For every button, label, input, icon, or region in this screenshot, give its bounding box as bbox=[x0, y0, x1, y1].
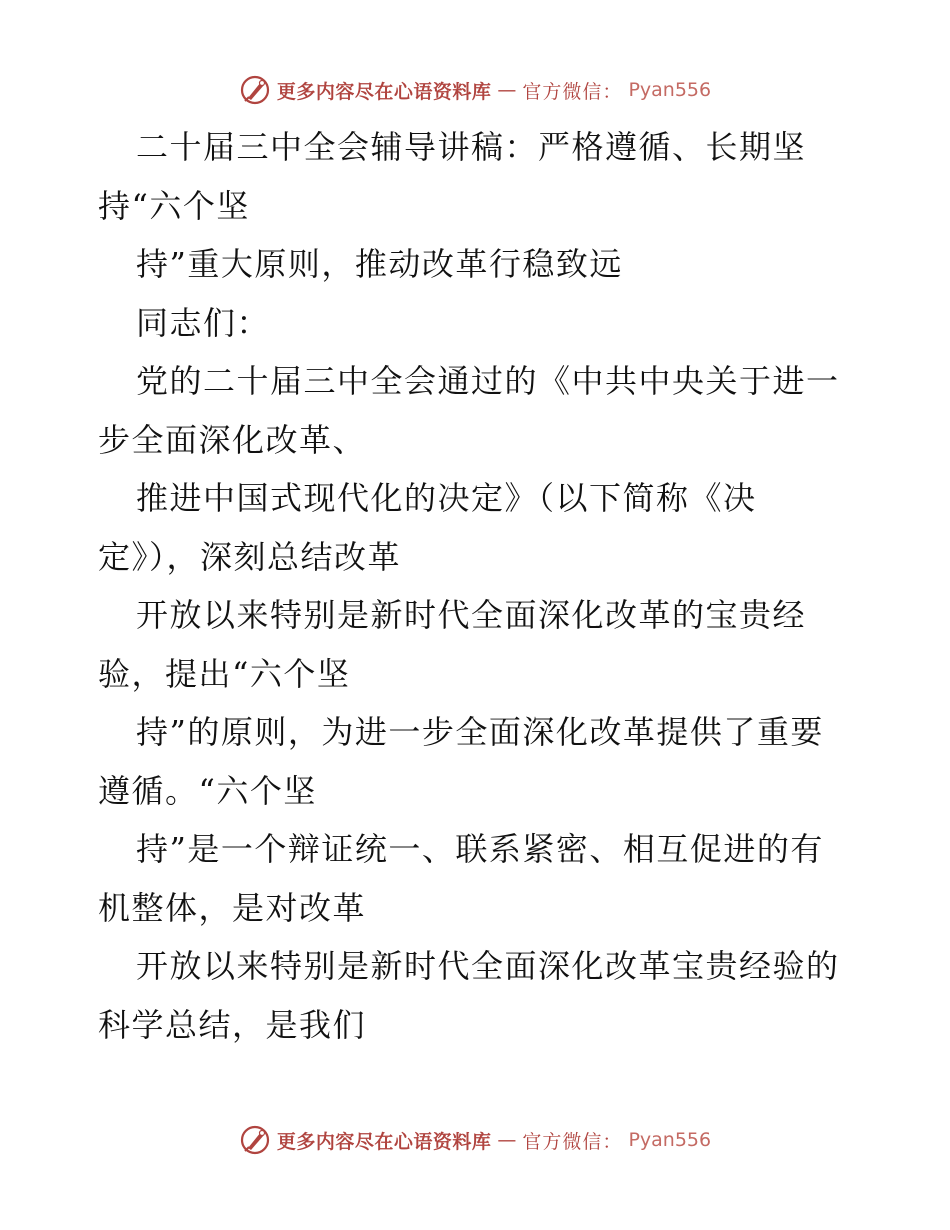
doc-line-2: 持“六个坚 bbox=[98, 186, 250, 225]
doc-line-15: 开放以来特别是新时代全面深化改革宝贵经验的 bbox=[136, 947, 840, 985]
header-separator: — bbox=[497, 79, 517, 101]
doc-line-7: 推进中国式现代化的决定》（以下简称《决 bbox=[136, 479, 757, 517]
doc-line-4: 同志们： bbox=[136, 303, 271, 342]
footer-banner bbox=[0, 1120, 950, 1160]
footer-wechat-label: 官方微信： bbox=[522, 1130, 623, 1153]
doc-line-10: 验，提出“六个坚 bbox=[98, 654, 351, 693]
header-wechat-id: Pyan556 bbox=[628, 79, 712, 101]
doc-line-3: 持”重大原则，推动改革行稳致远 bbox=[136, 245, 623, 283]
doc-line-12: 遵循。“六个坚 bbox=[98, 771, 317, 810]
quill-pen-logo-icon bbox=[239, 74, 271, 106]
doc-line-9: 开放以来特别是新时代全面深化改革的宝贵经 bbox=[136, 596, 807, 634]
doc-line-16: 科学总结，是我们 bbox=[98, 1005, 367, 1044]
doc-line-8: 定》），深刻总结改革 bbox=[98, 537, 402, 576]
footer-wechat-id: Pyan556 bbox=[628, 1129, 712, 1151]
doc-line-1: 二十届三中全会辅导讲稿：严格遵循、长期坚 bbox=[136, 128, 807, 166]
header-brand-text: 更多内容尽在心语资料库 bbox=[276, 80, 492, 103]
footer-brand-text: 更多内容尽在心语资料库 bbox=[276, 1130, 492, 1153]
header-banner bbox=[0, 70, 950, 110]
footer-separator: — bbox=[497, 1129, 517, 1151]
quill-pen-logo-icon bbox=[239, 1124, 271, 1156]
doc-line-5: 党的二十届三中全会通过的《中共中央关于进一 bbox=[136, 362, 840, 400]
doc-line-14: 机整体，是对改革 bbox=[98, 888, 367, 927]
doc-line-13: 持”是一个辩证统一、联系紧密、相互促进的有 bbox=[136, 830, 824, 868]
doc-line-11: 持”的原则，为进一步全面深化改革提供了重要 bbox=[136, 713, 824, 751]
header-wechat-label: 官方微信： bbox=[522, 80, 623, 103]
doc-line-6: 步全面深化改革、 bbox=[98, 420, 367, 459]
document-body bbox=[98, 118, 858, 1054]
